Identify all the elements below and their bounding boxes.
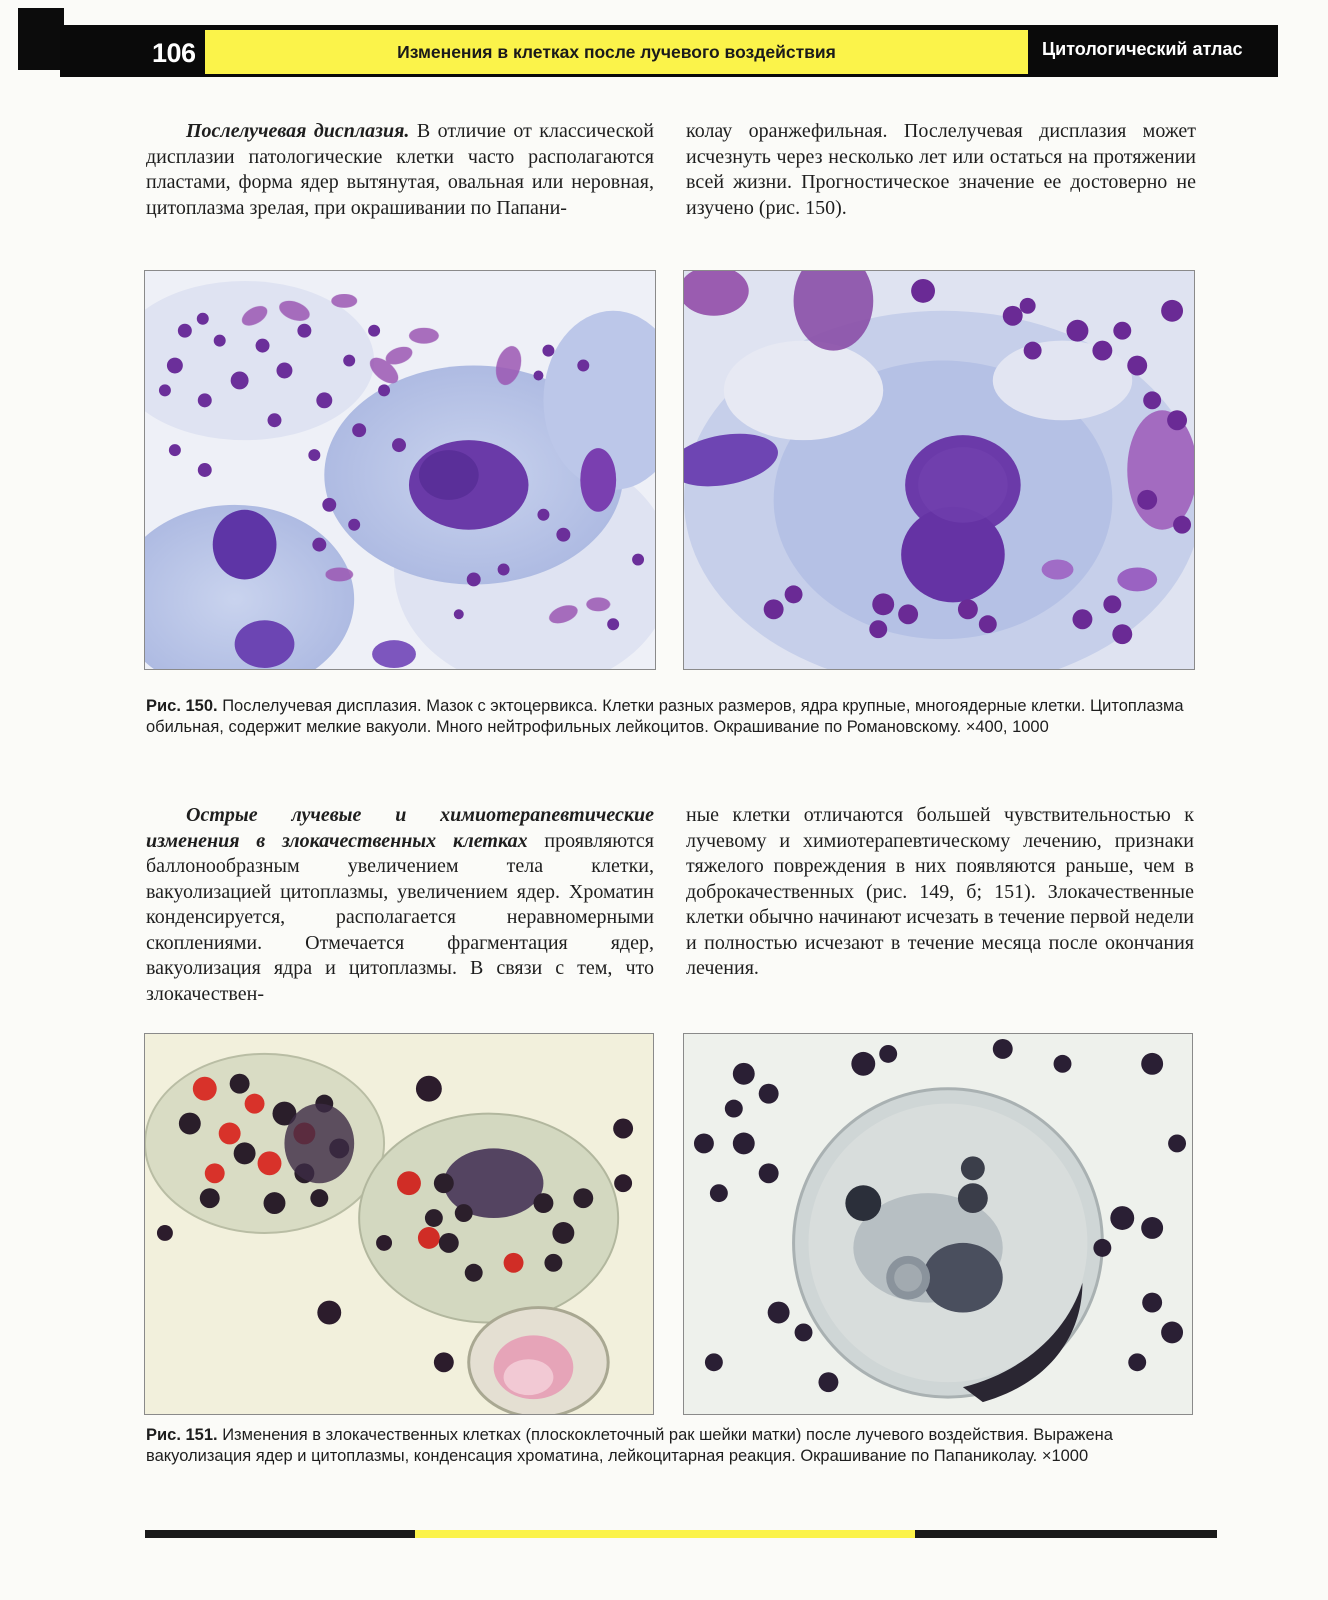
page-number-box [60, 25, 205, 77]
section2-lead: Острые лучевые и химиотерапевтические изменения в злокачественных клетках [146, 804, 654, 852]
section1-left-text: В отличие от классической дисплазии патологические клетки часто располагаются пластами, форма ядер вытянутая, овальная или неровная, цитоплазма зрелая, при окрашивании по Папани- [146, 120, 654, 219]
micrograph-151a [145, 1034, 653, 1414]
footer-rule-right [915, 1530, 1217, 1538]
section1-right-column [686, 119, 1196, 221]
figure-151-right-micrograph [683, 1033, 1193, 1415]
footer-rule-left [145, 1530, 415, 1538]
figure-150-right-micrograph [683, 270, 1195, 670]
micrograph-150b [684, 271, 1194, 669]
section2-left-column [146, 803, 654, 1007]
micrograph-150a [145, 271, 655, 669]
figure-151-caption [146, 1425, 1216, 1467]
section2-left-text: проявляются баллонообразным увеличением тела клетки, вакуолизацией цитоплазмы, увеличением ядер. Хроматин конденсируется, располагается неравномерными скоплениями. Отмечается фрагментация ядер, вакуолизация ядра и цитоплазмы. В связи с тем, что злокачествен- [146, 829, 655, 1005]
chapter-title-band [205, 25, 1028, 77]
figure-151-label: Рис. 151. [146, 1426, 218, 1444]
section2-right-text: ные клетки отличаются большей чувствительностью к лучевому и химиотерапевтическому лечению, признаки тяжелого повреждения в них появляются раньше, чем в доброкачественных (рис. 149, б; 151). Злокачественные клетки обычно начинают исчезать в течение первой недели и полностью исчезают в течение месяца после окончания лечения. [686, 804, 1194, 979]
micrograph-151b [684, 1034, 1192, 1414]
figure-150-label: Рис. 150. [146, 697, 218, 715]
running-header [60, 25, 1243, 77]
chapter-title: Изменения в клетках после лучевого воздействия [397, 42, 836, 62]
figure-150-caption [146, 696, 1216, 738]
footer-rule-yellow [415, 1530, 915, 1538]
section1-left-column [146, 119, 654, 221]
section1-right-text: колау оранжефильная. Послелучевая дисплазия может исчезнуть через несколько лет или остаться на протяжении всей жизни. Прогностическое значение ее достоверно не изучено (рис. 150). [686, 120, 1196, 219]
page-number: 106 [152, 38, 196, 68]
book-title: Цитологический атлас [1042, 39, 1243, 59]
section1-lead: Послелучевая дисплазия. [186, 120, 410, 142]
figure-150-caption-text: Послелучевая дисплазия. Мазок с эктоцервикса. Клетки разных размеров, ядра крупные, многоядерные клетки. Цитоплазма обильная, содержит мелкие вакуоли. Много нейтрофильных лейкоцитов. Окрашивание по Романовскому. ×400, 1000 [146, 697, 1184, 736]
section2-right-column [686, 803, 1194, 982]
book-title-box [1028, 25, 1278, 77]
figure-151-left-micrograph [144, 1033, 654, 1415]
page-edge-mark [18, 8, 64, 70]
figure-150-left-micrograph [144, 270, 656, 670]
footer-rule [145, 1530, 1217, 1538]
figure-151-caption-text: Изменения в злокачественных клетках (плоскоклеточный рак шейки матки) после лучевого воздействия. Выражена вакуолизация ядер и цитоплазмы, конденсация хроматина, лейкоцитарная реакция. Окрашивание по Папаниколау. ×1000 [146, 1426, 1113, 1465]
